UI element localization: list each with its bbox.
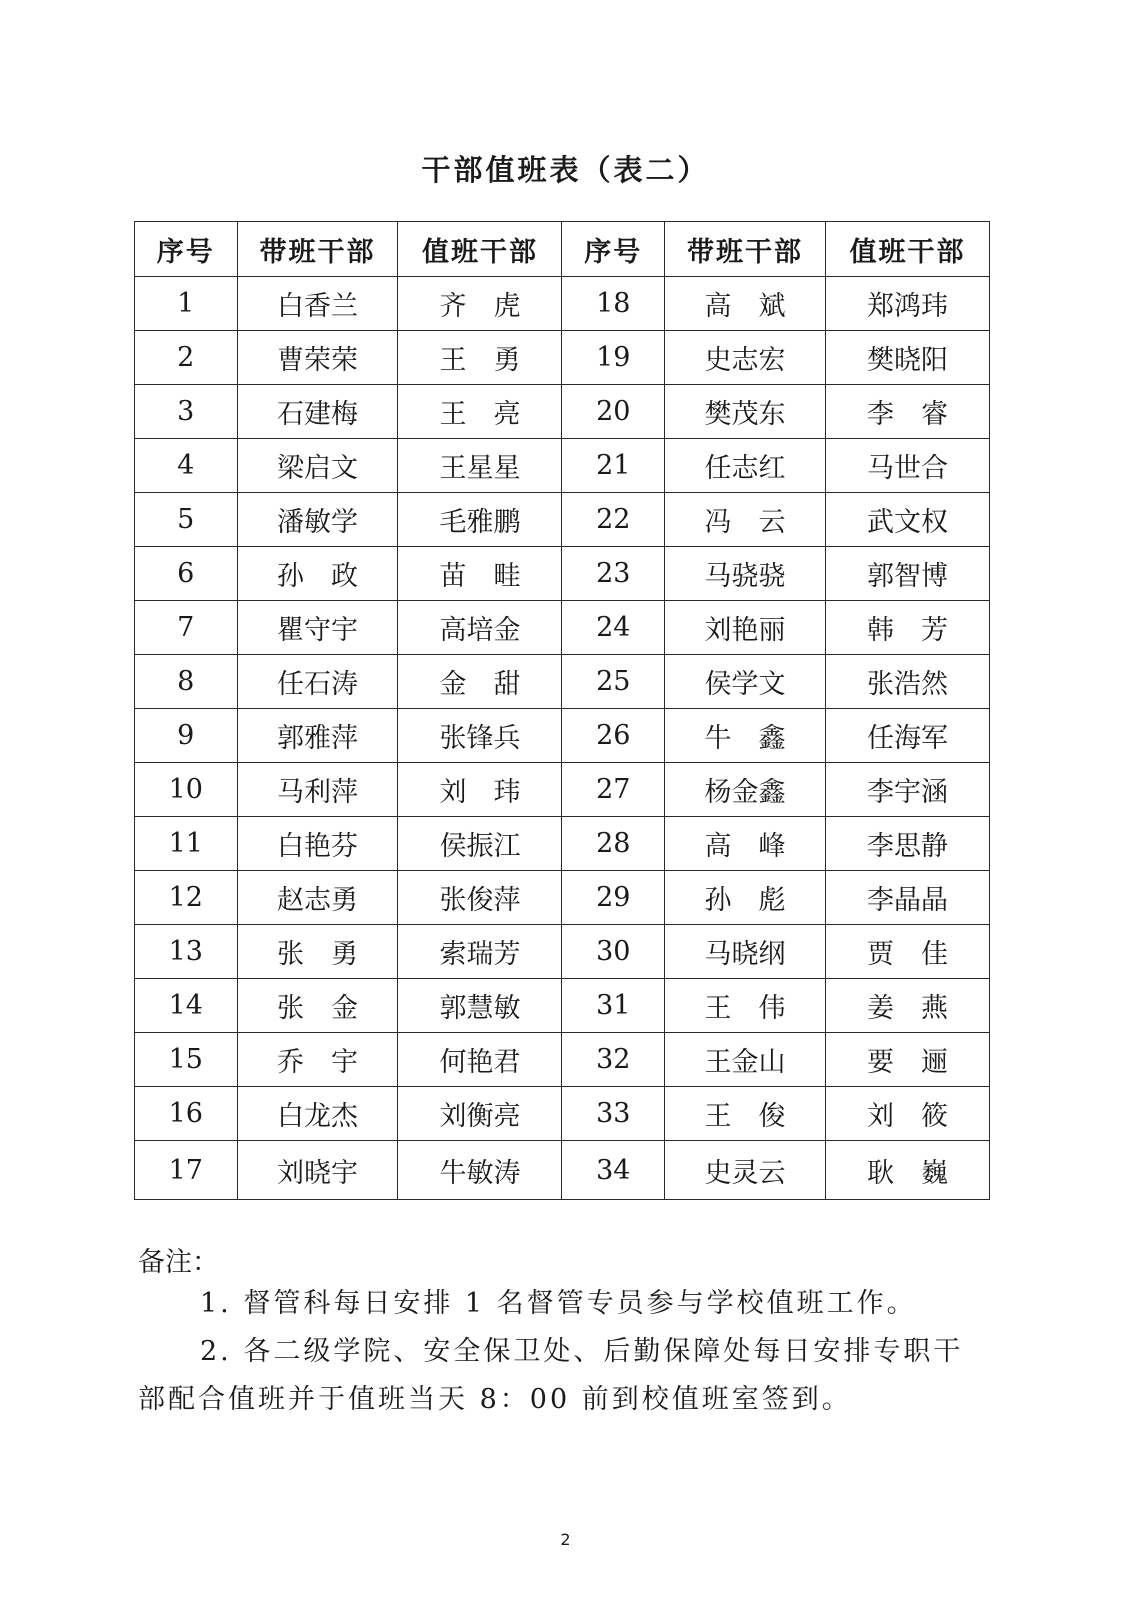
duty-cell: 牛敏涛	[398, 1141, 562, 1200]
duty-cell: 李思静	[825, 817, 989, 871]
duty-cell: 金 甜	[398, 655, 562, 709]
leader-cell: 王 伟	[665, 979, 826, 1033]
header-duty-right: 值班干部	[825, 222, 989, 277]
seq-cell: 27	[562, 763, 665, 817]
seq-cell: 28	[562, 817, 665, 871]
header-duty-left: 值班干部	[398, 222, 562, 277]
seq-cell: 3	[135, 385, 238, 439]
seq-cell: 18	[562, 277, 665, 331]
seq-cell: 7	[135, 601, 238, 655]
leader-cell: 石建梅	[237, 385, 398, 439]
seq-cell: 32	[562, 1033, 665, 1087]
header-seq-left: 序号	[135, 222, 238, 277]
leader-cell: 冯 云	[665, 493, 826, 547]
leader-cell: 梁启文	[237, 439, 398, 493]
duty-cell: 郭慧敏	[398, 979, 562, 1033]
duty-cell: 何艳君	[398, 1033, 562, 1087]
page-number: 2	[560, 1530, 571, 1549]
header-seq-right: 序号	[562, 222, 665, 277]
seq-cell: 14	[135, 979, 238, 1033]
leader-cell: 马利萍	[237, 763, 398, 817]
duty-cell: 毛雅鹏	[398, 493, 562, 547]
seq-cell: 20	[562, 385, 665, 439]
leader-cell: 乔 宇	[237, 1033, 398, 1087]
leader-cell: 白香兰	[237, 277, 398, 331]
leader-cell: 高 峰	[665, 817, 826, 871]
remark-item: 2. 各二级学院、安全保卫处、后勤保障处每日安排专职干部配合值班并于值班当天 8：00 前到校值班室签到。	[138, 1336, 964, 1415]
duty-cell: 刘衡亮	[398, 1087, 562, 1141]
table-row	[135, 1087, 990, 1141]
leader-cell: 高 斌	[665, 277, 826, 331]
seq-cell: 24	[562, 601, 665, 655]
table-body	[135, 277, 990, 1200]
leader-cell: 任志红	[665, 439, 826, 493]
leader-cell: 史志宏	[665, 331, 826, 385]
duty-cell: 李 睿	[825, 385, 989, 439]
duty-cell: 张浩然	[825, 655, 989, 709]
seq-cell: 19	[562, 331, 665, 385]
seq-cell: 10	[135, 763, 238, 817]
duty-cell: 王 勇	[398, 331, 562, 385]
seq-cell: 13	[135, 925, 238, 979]
leader-cell: 牛 鑫	[665, 709, 826, 763]
seq-cell: 22	[562, 493, 665, 547]
table-row	[135, 493, 990, 547]
table-row	[135, 655, 990, 709]
duty-cell: 韩 芳	[825, 601, 989, 655]
page-title: 干部值班表（表二）	[421, 153, 710, 187]
duty-cell: 张锋兵	[398, 709, 562, 763]
leader-cell: 刘晓宇	[237, 1141, 398, 1200]
leader-cell: 瞿守宇	[237, 601, 398, 655]
leader-cell: 白龙杰	[237, 1087, 398, 1141]
table-row	[135, 277, 990, 331]
leader-cell: 潘敏学	[237, 493, 398, 547]
seq-cell: 8	[135, 655, 238, 709]
duty-cell: 侯振江	[398, 817, 562, 871]
table-row	[135, 763, 990, 817]
seq-cell: 5	[135, 493, 238, 547]
table-header-row	[135, 222, 990, 277]
table-row	[135, 925, 990, 979]
seq-cell: 16	[135, 1087, 238, 1141]
duty-cell: 郭智博	[825, 547, 989, 601]
duty-cell: 任海军	[825, 709, 989, 763]
leader-cell: 赵志勇	[237, 871, 398, 925]
leader-cell: 王 俊	[665, 1087, 826, 1141]
table-row	[135, 1033, 990, 1087]
duty-cell: 齐 虎	[398, 277, 562, 331]
duty-cell: 索瑞芳	[398, 925, 562, 979]
leader-cell: 孙 彪	[665, 871, 826, 925]
seq-cell: 25	[562, 655, 665, 709]
seq-cell: 30	[562, 925, 665, 979]
leader-cell: 马晓纲	[665, 925, 826, 979]
table-row	[135, 601, 990, 655]
table-row	[135, 709, 990, 763]
seq-cell: 17	[135, 1141, 238, 1200]
duty-cell: 武文权	[825, 493, 989, 547]
leader-cell: 孙 政	[237, 547, 398, 601]
duty-cell: 张俊萍	[398, 871, 562, 925]
seq-cell: 11	[135, 817, 238, 871]
table-row	[135, 547, 990, 601]
leader-cell: 刘艳丽	[665, 601, 826, 655]
leader-cell: 张 勇	[237, 925, 398, 979]
duty-cell: 郑鸿玮	[825, 277, 989, 331]
leader-cell: 樊茂东	[665, 385, 826, 439]
duty-cell: 马世合	[825, 439, 989, 493]
duty-cell: 樊晓阳	[825, 331, 989, 385]
seq-cell: 23	[562, 547, 665, 601]
duty-cell: 王 亮	[398, 385, 562, 439]
seq-cell: 4	[135, 439, 238, 493]
duty-cell: 姜 燕	[825, 979, 989, 1033]
table-row	[135, 1141, 990, 1200]
duty-cell: 王星星	[398, 439, 562, 493]
duty-cell: 刘 玮	[398, 763, 562, 817]
seq-cell: 1	[135, 277, 238, 331]
seq-cell: 2	[135, 331, 238, 385]
leader-cell: 杨金鑫	[665, 763, 826, 817]
leader-cell: 史灵云	[665, 1141, 826, 1200]
header-leader-right: 带班干部	[665, 222, 826, 277]
table-row	[135, 331, 990, 385]
seq-cell: 21	[562, 439, 665, 493]
leader-cell: 白艳芬	[237, 817, 398, 871]
duty-cell: 李宇涵	[825, 763, 989, 817]
leader-cell: 曹荣荣	[237, 331, 398, 385]
leader-cell: 郭雅萍	[237, 709, 398, 763]
seq-cell: 34	[562, 1141, 665, 1200]
leader-cell: 马骁骁	[665, 547, 826, 601]
leader-cell: 任石涛	[237, 655, 398, 709]
seq-cell: 15	[135, 1033, 238, 1087]
remarks-label: 备注：	[138, 1247, 219, 1278]
header-leader-left: 带班干部	[237, 222, 398, 277]
duty-roster-table	[134, 221, 990, 1200]
duty-cell: 刘 筱	[825, 1087, 989, 1141]
seq-cell: 29	[562, 871, 665, 925]
duty-cell: 高培金	[398, 601, 562, 655]
seq-cell: 31	[562, 979, 665, 1033]
seq-cell: 9	[135, 709, 238, 763]
duty-cell: 苗 畦	[398, 547, 562, 601]
table-row	[135, 817, 990, 871]
leader-cell: 王金山	[665, 1033, 826, 1087]
duty-cell: 李晶晶	[825, 871, 989, 925]
seq-cell: 12	[135, 871, 238, 925]
leader-cell: 张 金	[237, 979, 398, 1033]
seq-cell: 6	[135, 547, 238, 601]
table-row	[135, 979, 990, 1033]
duty-cell: 要 逦	[825, 1033, 989, 1087]
leader-cell: 侯学文	[665, 655, 826, 709]
seq-cell: 33	[562, 1087, 665, 1141]
duty-cell: 贾 佳	[825, 925, 989, 979]
remark-item: 1. 督管科每日安排 1 名督管专员参与学校值班工作。	[200, 1288, 917, 1319]
table-row	[135, 871, 990, 925]
duty-cell: 耿 巍	[825, 1141, 989, 1200]
seq-cell: 26	[562, 709, 665, 763]
table-row	[135, 439, 990, 493]
table-row	[135, 385, 990, 439]
